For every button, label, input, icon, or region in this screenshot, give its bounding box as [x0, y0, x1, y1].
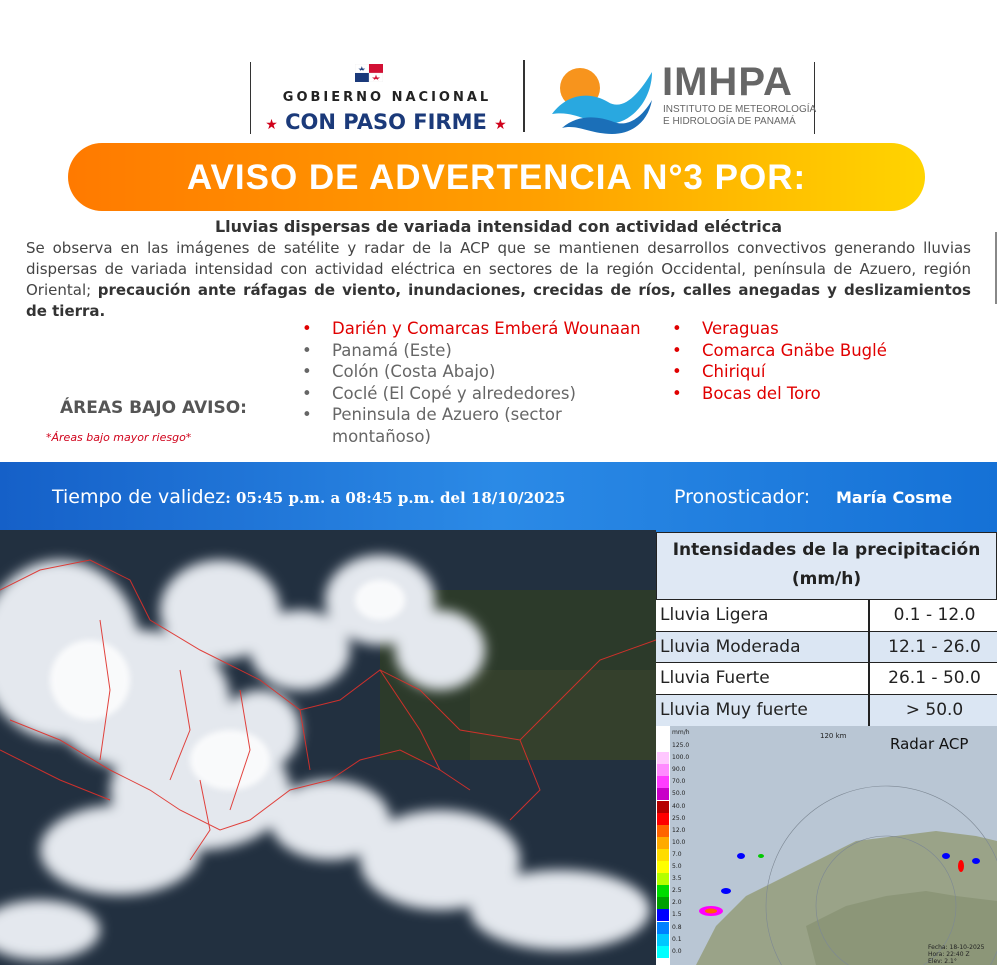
radar-scale-swatch	[657, 740, 669, 752]
radar-title: Radar ACP	[890, 735, 969, 753]
row-label: Lluvia Ligera	[660, 605, 769, 625]
radar-time: Hora: 22:40 Z	[928, 951, 970, 958]
radar-scale-label: 0.1	[672, 935, 682, 943]
radar-scale-label: 7.0	[672, 850, 682, 858]
radar-scale-label: 70.0	[672, 778, 686, 786]
areas-label: ÁREAS BAJO AVISO:	[60, 398, 247, 418]
radar-scale-label: 90.0	[672, 766, 686, 774]
radar-scale-label: 12.0	[672, 826, 686, 834]
gov-slogan: CON PASO FIRME	[285, 110, 487, 134]
warning-description	[26, 238, 971, 322]
area-list-left	[302, 318, 672, 447]
radar-scale-swatch	[657, 861, 669, 873]
table-row	[656, 599, 997, 631]
star-icon: ★	[265, 117, 278, 133]
table-title-line2: (mm/h)	[791, 569, 862, 589]
area-item: • Veraguas	[672, 318, 932, 340]
warning-banner-title: AVISO DE ADVERTENCIA N°3 POR:	[186, 158, 807, 197]
header-separator	[523, 60, 525, 132]
satellite-cloud-map	[0, 530, 656, 965]
row-range: 0.1 - 12.0	[893, 605, 976, 625]
area-item: • Peninsula de Azuero (sector montañoso)	[302, 404, 602, 447]
area-item: • Colón (Costa Abajo)	[302, 361, 672, 383]
intensity-table-title	[656, 536, 997, 594]
radar-scale-swatch	[657, 764, 669, 776]
radar-map	[656, 726, 997, 965]
radar-scale-swatch	[657, 922, 669, 934]
radar-scale-swatch	[657, 897, 669, 909]
radar-range-label: 120 km	[820, 732, 847, 740]
forecaster-name: María Cosme	[836, 488, 953, 507]
warning-subtitle: Lluvias dispersas de variada intensidad con actividad eléctrica	[214, 217, 783, 236]
radar-scale-label: 0.0	[672, 947, 682, 955]
area-list-right	[672, 318, 932, 404]
area-item: • Chiriquí	[672, 361, 932, 383]
forecaster-label: Pronosticador:	[674, 486, 811, 508]
row-label: Lluvia Fuerte	[660, 668, 770, 688]
table-title-line1: Intensidades de la precipitación	[672, 540, 981, 560]
imhpa-subtitle	[663, 104, 816, 128]
radar-scale-label: 2.0	[672, 899, 682, 907]
radar-scale-swatch	[657, 873, 669, 885]
radar-scale-label: 125.0	[672, 742, 690, 749]
satellite-image	[0, 530, 656, 965]
table-row	[656, 662, 997, 694]
radar-scale-swatch	[657, 813, 669, 825]
validity-label: Tiempo de validez	[52, 486, 226, 508]
radar-scale-label: 40.0	[672, 802, 686, 810]
radar-scale-swatch	[657, 752, 669, 764]
radar-scale-swatch	[657, 825, 669, 837]
star-icon: ★	[494, 117, 507, 133]
validity-text	[52, 486, 565, 508]
radar-info	[928, 944, 984, 965]
radar-scale-label: 50.0	[672, 790, 686, 798]
areas-risk-note: *Áreas bajo mayor riesgo*	[46, 431, 192, 444]
description-precaution: precaución ante ráfagas de viento, inundaciones, crecidas de ríos, calles anegadas y deslizamientos de tierra.	[26, 281, 971, 320]
gov-line1: GOBIERNO NACIONAL	[282, 90, 492, 105]
area-item: • Darién y Comarcas Emberá Wounaan	[302, 318, 672, 340]
area-item: • Coclé (El Copé y alrededores)	[302, 383, 672, 405]
radar-date: Fecha: 18-10-2025	[928, 944, 985, 951]
imhpa-subtitle-line2: E HIDROLOGÍA DE PANAMÁ	[663, 116, 796, 127]
radar-scale-swatch	[657, 909, 669, 921]
radar-scale-swatch	[657, 849, 669, 861]
imhpa-title: IMHPA	[662, 60, 793, 104]
radar-scale-swatch	[657, 837, 669, 849]
description-text: Se observa en las imágenes de satélite y radar de la ACP que se mantienen desarrollos convectivos generando lluvias dispersas de variada intensidad con actividad eléctrica en sectores de la región Occidental, península de Azuero, región Oriental;	[26, 239, 971, 299]
radar-image	[656, 726, 997, 965]
row-label: Lluvia Moderada	[660, 636, 801, 657]
radar-elevation: Elev: 2.1°	[928, 958, 957, 965]
table-row	[656, 694, 997, 727]
radar-scale-label: 1.5	[672, 911, 682, 919]
radar-scale-label: 25.0	[672, 814, 686, 822]
radar-scale-swatch	[657, 934, 669, 946]
radar-scale-swatch	[657, 788, 669, 800]
row-range: > 50.0	[905, 699, 964, 720]
radar-scale-label: 5.0	[672, 863, 682, 870]
row-range: 12.1 - 26.0	[888, 636, 981, 657]
imhpa-logo-icon	[548, 62, 656, 134]
radar-scale-label: 10.0	[672, 838, 686, 846]
radar-scale-swatch	[657, 776, 669, 788]
gov-line2	[250, 110, 522, 134]
panama-flag-icon	[355, 64, 383, 82]
radar-scale-label: 0.8	[672, 923, 682, 931]
radar-scale-swatch	[657, 801, 669, 813]
validity-range: : 05:45 p.m. a 08:45 p.m. del 18/10/2025	[225, 489, 566, 507]
radar-scale-swatch	[657, 946, 669, 958]
row-range: 26.1 - 50.0	[888, 668, 981, 688]
area-item: • Bocas del Toro	[672, 383, 932, 405]
row-label: Lluvia Muy fuerte	[660, 699, 808, 720]
radar-scale-swatch	[657, 885, 669, 897]
table-row	[656, 631, 997, 663]
radar-scale-label: 100.0	[672, 754, 690, 762]
imhpa-subtitle-line1: INSTITUTO DE METEOROLOGÍA	[663, 104, 817, 115]
radar-scale-unit: mm/h	[672, 729, 690, 736]
radar-scale-label: 2.5	[672, 887, 682, 895]
area-item: • Comarca Gnäbe Buglé	[672, 340, 932, 362]
area-item: • Panamá (Este)	[302, 340, 672, 362]
radar-scale-label: 3.5	[672, 875, 682, 883]
